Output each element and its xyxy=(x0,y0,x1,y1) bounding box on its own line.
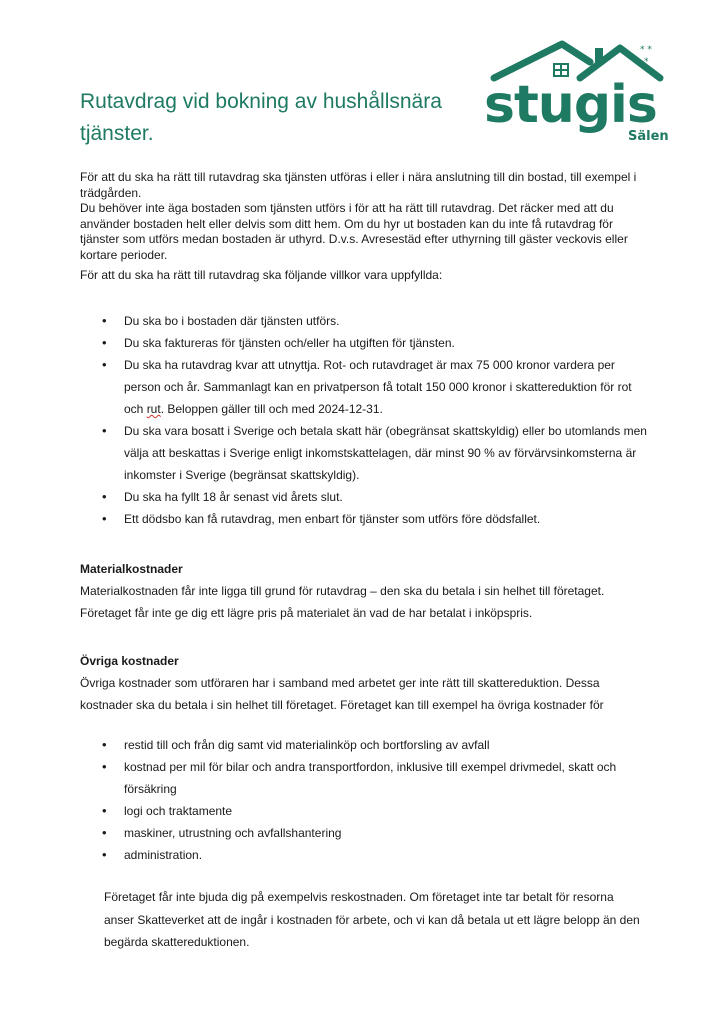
intro-paragraph: För att du ska ha rätt till rutavdrag ska tjänsten utföras i eller i nära anslutning till din bostad, till exempel i trädgården. xyxy=(80,170,637,200)
section-text: Övriga kostnader som utföraren har i samband med arbetet ger inte rätt till skattereduktion. Dessa kostnader ska du betala i sin helhet till företaget. Företaget kan till exempel ha övriga kostnader för xyxy=(80,676,604,712)
list-item: • logi och traktamente xyxy=(80,800,650,822)
section-heading: Övriga kostnader xyxy=(80,654,179,668)
section-heading: Materialkostnader xyxy=(80,562,183,576)
other-costs-list xyxy=(80,734,650,866)
list-item: • Du ska faktureras för tjänsten och/eller ha utgiften för tjänsten. xyxy=(80,332,650,354)
material-section xyxy=(80,558,650,624)
list-item: • restid till och från dig samt vid materialinköp och bortforsling av avfall xyxy=(80,734,650,756)
list-item: • Du ska vara bosatt i Sverige och betala skatt här (obegränsat skattskyldig) eller bo utomlands men välja att beskattas i Sverige enligt inkomstskattelagen, där minst 90 % av förvärvsinkomsterna är inkomster i Sverige (begränsat skattskyldig). xyxy=(80,420,650,486)
list-item-text: . Beloppen gäller till och med 2024-12-31. xyxy=(160,402,383,416)
list-item: • Du ska ha fyllt 18 år senast vid årets slut. xyxy=(80,486,650,508)
list-item: • Du ska bo i bostaden där tjänsten utförs. xyxy=(80,310,650,332)
list-item: • Ett dödsbo kan få rutavdrag, men enbart för tjänster som utförs före dödsfallet. xyxy=(80,508,650,530)
other-costs-section xyxy=(80,650,650,716)
logo-brand-text: stugis xyxy=(484,75,657,135)
conditions-list xyxy=(80,310,650,530)
spellcheck-marked-word: rut xyxy=(146,402,161,416)
list-item xyxy=(80,354,650,420)
list-item-text: Du ska ha rutavdrag kvar att utnyttja. Rot- och rutavdraget är max 75 000 kronor vardera per person och år. Sammanlagt kan en privatperson få totalt 150 000 kronor i skattereduktion för rot och xyxy=(124,358,632,416)
closing-paragraph: Företaget får inte bjuda dig på exempelvis reskostnaden. Om företaget inte tar betalt för resorna anser Skatteverket att de ingår i kostnaden för arbete, och vi kan då betala ut ett lägre belopp än den begärda skattereduktionen. xyxy=(104,890,640,949)
intro-section xyxy=(80,170,640,284)
logo-location-text: Sälen xyxy=(628,129,669,144)
svg-text:*: * xyxy=(644,57,649,67)
page-title: Rutavdrag vid bokning av hushållsnära tjänster. xyxy=(80,90,442,145)
intro-paragraph: För att du ska ha rätt till rutavdrag ska följande villkor vara uppfyllda: xyxy=(80,268,443,282)
svg-text:* *: * * xyxy=(640,45,652,55)
house-roof-icon xyxy=(494,44,660,78)
list-item: • administration. xyxy=(80,844,650,866)
list-item: • kostnad per mil för bilar och andra transportfordon, inklusive till exempel drivmedel, skatt och försäkring xyxy=(80,756,650,800)
intro-paragraph: Du behöver inte äga bostaden som tjänsten utförs i för att ha rätt till rutavdrag. Det räcker med att du använder bostaden helt eller delvis som ditt hem. Om du hyr ut bostaden kan du inte få rutavdrag för tjänster som utförs medan bostaden är uthyrd. D.v.s. Avresestäd efter uthyrning till gäster veckovis eller kortare perioder. xyxy=(80,201,628,262)
list-item: • maskiner, utrustning och avfallshantering xyxy=(80,822,650,844)
section-text: Materialkostnaden får inte ligga till grund för rutavdrag – den ska du betala i sin helhet till företaget. Företaget får inte ge dig ett lägre pris på materialet än vad de har betalat i inköpspris. xyxy=(80,584,605,620)
stugis-logo xyxy=(480,38,670,148)
